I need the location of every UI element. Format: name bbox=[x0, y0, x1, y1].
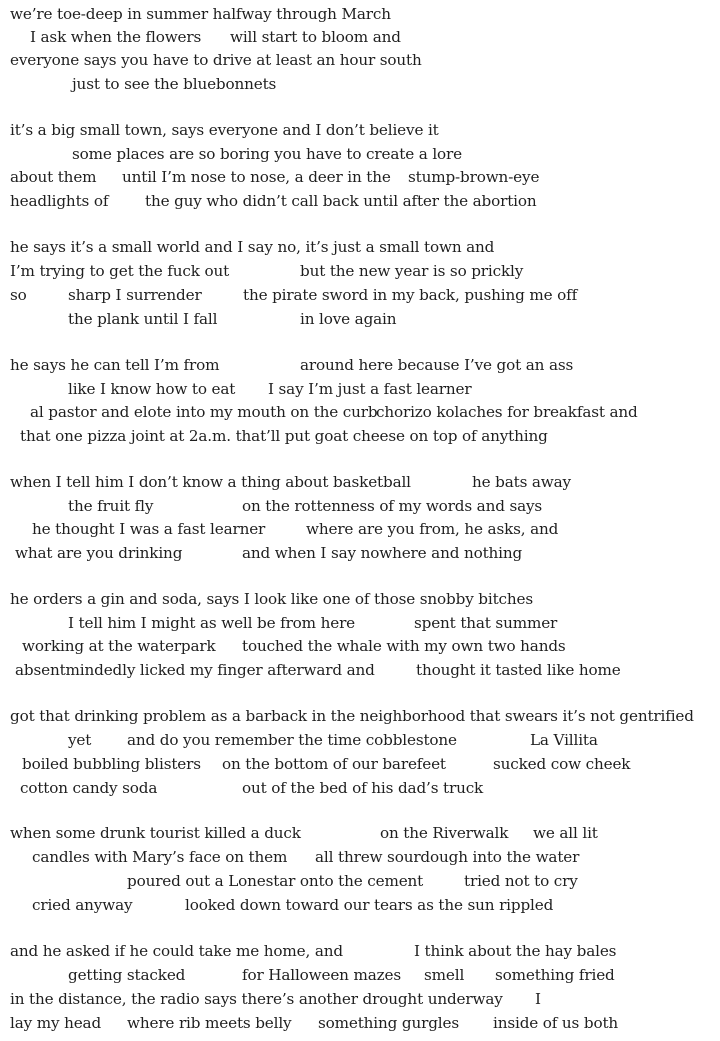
poem-phrase: on the Riverwalk bbox=[380, 824, 509, 842]
poem-phrase: we’re toe-deep in summer halfway through March bbox=[10, 5, 391, 23]
poem-phrase: I say I’m just a fast learner bbox=[268, 380, 472, 398]
poem-phrase: everyone says you have to drive at least an hour south bbox=[10, 51, 422, 69]
poem-phrase: yet bbox=[68, 731, 92, 749]
poem-phrase: in love again bbox=[300, 310, 397, 328]
poem-phrase: tried not to cry bbox=[464, 872, 578, 890]
poem-phrase: out of the bed of his dad’s truck bbox=[242, 779, 484, 797]
poem-phrase: thought it tasted like home bbox=[416, 661, 621, 679]
poem-phrase: spent that summer bbox=[414, 614, 558, 632]
poem-phrase: smell bbox=[424, 966, 465, 984]
poem-phrase: all threw sourdough into the water bbox=[315, 848, 580, 866]
poem-phrase: about them bbox=[10, 168, 97, 186]
poem-phrase: boiled bubbling blisters bbox=[22, 755, 201, 773]
poem-phrase: I think about the hay bales bbox=[414, 942, 617, 960]
poem-phrase: the fruit fly bbox=[68, 497, 154, 515]
poem-phrase: for Halloween mazes bbox=[242, 966, 401, 984]
poem-phrase: and do you remember the time cobblestone bbox=[127, 731, 457, 749]
poem-phrase: what are you drinking bbox=[15, 544, 183, 562]
poem-phrase: until I’m nose to nose, a deer in the bbox=[122, 168, 391, 186]
poem-phrase: chorizo kolaches for breakfast and bbox=[376, 403, 638, 421]
poem-phrase: he thought I was a fast learner bbox=[32, 520, 266, 538]
poem-phrase: something fried bbox=[495, 966, 615, 984]
poem-phrase: so bbox=[10, 286, 27, 304]
poem-phrase: the plank until I fall bbox=[68, 310, 218, 328]
poem-phrase: something gurgles bbox=[318, 1014, 459, 1032]
poem-phrase: where rib meets belly bbox=[127, 1014, 292, 1032]
poem-phrase: working at the waterpark bbox=[22, 637, 216, 655]
poem-phrase: he orders a gin and soda, says I look like one of those snobby bitches bbox=[10, 590, 533, 608]
poem-phrase: on the bottom of our barefeet bbox=[222, 755, 446, 773]
poem-phrase: when some drunk tourist killed a duck bbox=[10, 824, 301, 842]
poem-phrase: lay my head bbox=[10, 1014, 102, 1032]
poem-phrase: absentmindedly licked my finger afterward and bbox=[15, 661, 375, 679]
poem-phrase: like I know how to eat bbox=[68, 380, 236, 398]
poem-phrase: getting stacked bbox=[68, 966, 186, 984]
poem-phrase: in the distance, the radio says there’s another drought underway bbox=[10, 990, 503, 1008]
poem-phrase: got that drinking problem as a barback in the neighborhood that swears it’s not gentrified bbox=[10, 707, 694, 725]
poem-phrase: I bbox=[535, 990, 541, 1008]
poem-phrase: we all lit bbox=[533, 824, 598, 842]
poem-phrase: when I tell him I don’t know a thing about basketball bbox=[10, 473, 411, 491]
poem-phrase: candles with Mary’s face on them bbox=[32, 848, 288, 866]
poem-phrase: will start to bloom and bbox=[230, 28, 401, 46]
poem-phrase: sucked cow cheek bbox=[493, 755, 631, 773]
poem-phrase: cried anyway bbox=[32, 896, 133, 914]
poem-phrase: and when I say nowhere and nothing bbox=[242, 544, 523, 562]
poem-phrase: and he asked if he could take me home, and bbox=[10, 942, 343, 960]
poem-phrase: it’s a big small town, says everyone and I don’t believe it bbox=[10, 121, 439, 139]
poem-phrase: he bats away bbox=[472, 473, 571, 491]
poem-phrase: the guy who didn’t call back until after the abortion bbox=[145, 192, 537, 210]
poem-phrase: but the new year is so prickly bbox=[300, 262, 524, 280]
poem-phrase: inside of us both bbox=[493, 1014, 619, 1032]
poem-phrase: he says he can tell I’m from bbox=[10, 356, 220, 374]
poem-phrase: cotton candy soda bbox=[20, 779, 158, 797]
poem-phrase: touched the whale with my own two hands bbox=[242, 637, 566, 655]
poem-phrase: he says it’s a small world and I say no, it’s just a small town and bbox=[10, 238, 495, 256]
poem-phrase: al pastor and elote into my mouth on the curb bbox=[30, 403, 378, 421]
poem-phrase: stump-brown-eye bbox=[408, 168, 540, 186]
poem-phrase: looked down toward our tears as the sun rippled bbox=[185, 896, 554, 914]
poem-phrase: some places are so boring you have to create a lore bbox=[72, 145, 462, 163]
poem-phrase: just to see the bluebonnets bbox=[72, 75, 277, 93]
poem-phrase: La Villita bbox=[530, 731, 598, 749]
poem-phrase: sharp I surrender bbox=[68, 286, 202, 304]
poem-phrase: I ask when the flowers bbox=[30, 28, 202, 46]
poem-phrase: around here because I’ve got an ass bbox=[300, 356, 574, 374]
poem-phrase: I tell him I might as well be from here bbox=[68, 614, 356, 632]
poem-phrase: on the rottenness of my words and says bbox=[242, 497, 543, 515]
poem-phrase: I’m trying to get the fuck out bbox=[10, 262, 230, 280]
poem-phrase: where are you from, he asks, and bbox=[306, 520, 559, 538]
poem-phrase: that one pizza joint at 2a.m. that’ll put goat cheese on top of anything bbox=[20, 427, 548, 445]
poem-phrase: the pirate sword in my back, pushing me off bbox=[243, 286, 578, 304]
poem-phrase: headlights of bbox=[10, 192, 109, 210]
poem-phrase: poured out a Lonestar onto the cement bbox=[127, 872, 424, 890]
